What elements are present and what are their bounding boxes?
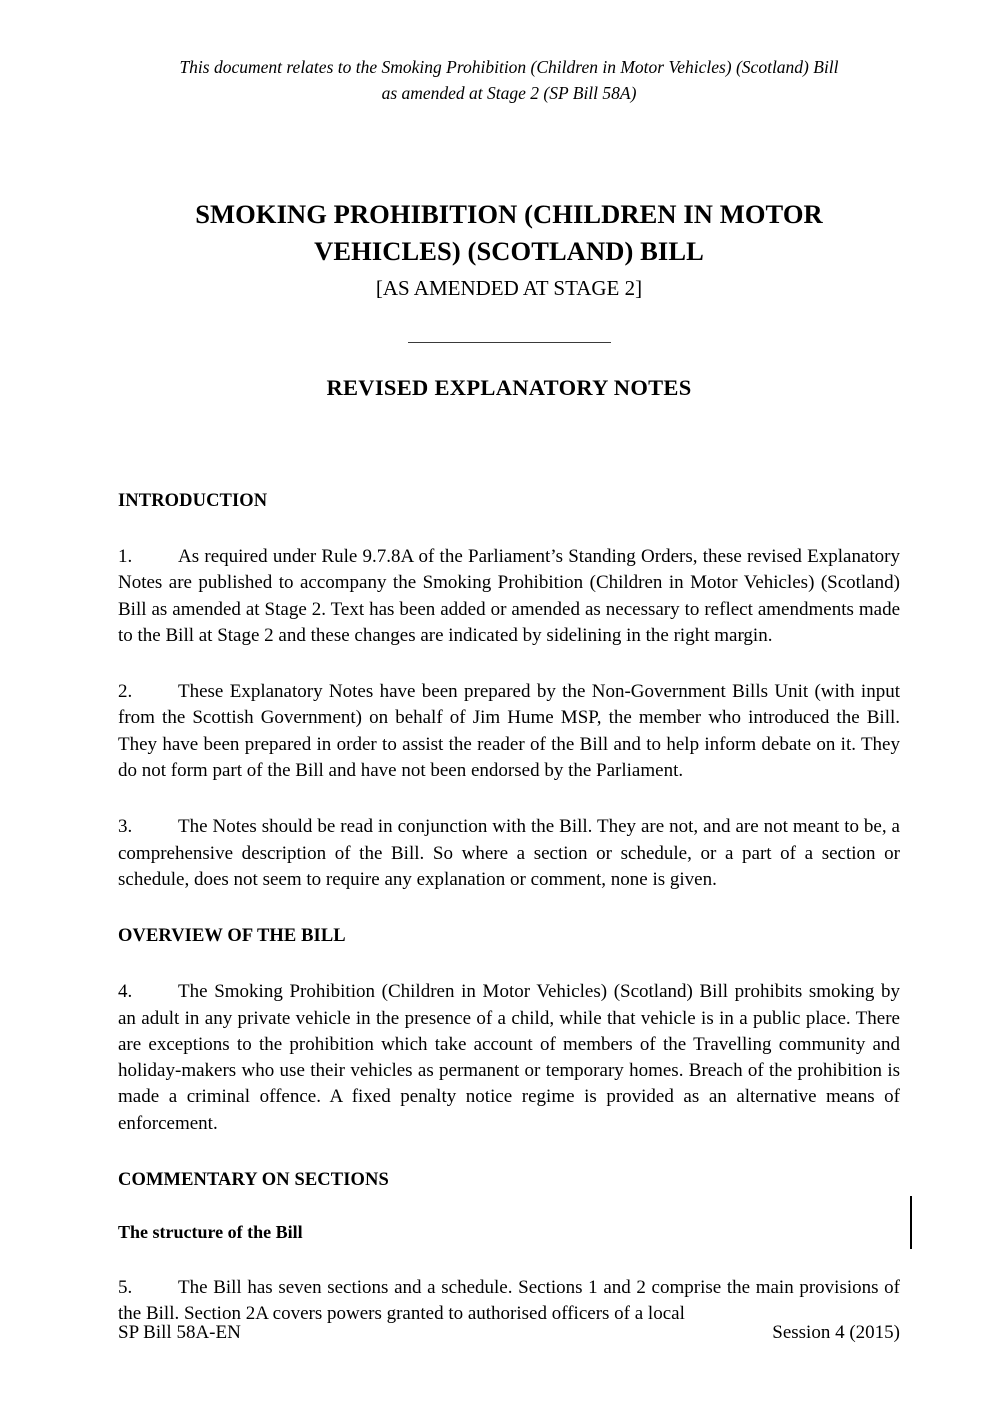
heading-overview-of-the-bill: OVERVIEW OF THE BILL [118,926,346,947]
spacer [118,514,900,544]
paragraph-1 [118,544,900,649]
bill-title-line-2: VEHICLES) (SCOTLAND) BILL [314,236,704,266]
horizontal-rule-divider [408,342,611,343]
title-block [118,196,900,303]
paragraph-1-text: As required under Rule 9.7.8A of the Parliament’s Standing Orders, these revised Explanatory Notes are published to accompany the Smoking Prohibition (Children in Motor Vehicles) (Scotland) Bill as amended at Stage 2. Text has been added or amended as necessary to reflect amendments made to the Bill at Stage 2 and these changes are indicated by sidelining in the right margin. [118,546,900,646]
spacer [118,893,900,923]
footer-bill-reference: SP Bill 58A-EN [118,1322,241,1343]
heading-the-structure-of-the-bill: The structure of the Bill [118,1222,303,1243]
paragraph-4-text: The Smoking Prohibition (Children in Motor Vehicles) (Scotland) Bill prohibits smoking by an adult in any private vehicle in the presence of a child, while that vehicle is in a public place. There are exceptions to the prohibition which take account of members of the Travelling community and holiday-makers who use their vehicles as permanent or temporary homes. Breach of the prohibition is made a criminal offence. A fixed penalty notice regime is provided as an alternative means of enforcement. [118,981,900,1134]
document-body [118,488,900,1328]
paragraph-2-number: 2. [118,681,133,703]
divider-wrapper [118,333,900,351]
spacer [118,784,900,814]
bill-title-line-1: SMOKING PROHIBITION (CHILDREN IN MOTOR [195,199,823,229]
spacer [118,649,900,679]
heading-introduction: INTRODUCTION [118,491,268,511]
paragraph-3-number: 3. [118,816,133,838]
paragraph-3 [118,814,900,893]
running-header [118,54,900,106]
paragraph-3-text: The Notes should be read in conjunction with the Bill. They are not, and are not meant to be, a comprehensive description of the Bill. So where a section or schedule, or a part of a section or schedule, does not seem to require any explanation or comment, none is given. [118,816,900,890]
heading-commentary-on-sections: COMMENTARY ON SECTIONS [118,1170,389,1191]
paragraph-4 [118,979,900,1137]
spacer [118,1193,900,1219]
bill-subtitle: [AS AMENDED AT STAGE 2] [375,276,643,300]
paragraph-2 [118,679,900,784]
paragraph-2-text: These Explanatory Notes have been prepared by the Non-Government Bills Unit (with input from the Scottish Government) on behalf of Jim Hume MSP, the member who introduced the Bill. They have been prepared in order to assist the reader of the Bill and to help inform debate on it. They do not form part of the Bill and have not been endorsed by the Parliament. [118,681,900,782]
footer-session: Session 4 (2015) [772,1322,900,1343]
paragraph-4-number: 4. [118,981,133,1003]
running-header-line-1: This document relates to the Smoking Prohibition (Children in Motor Vehicles) (Scotland) Bill [179,57,839,77]
page-footer [118,1320,900,1346]
paragraph-5-number: 5. [118,1277,133,1299]
paragraph-1-number: 1. [118,546,133,567]
running-header-line-2: as amended at Stage 2 (SP Bill 58A) [381,83,637,103]
paragraph-5-text: The Bill has seven sections and a schedule. Sections 1 and 2 comprise the main provisions of the Bill. Section 2A covers powers granted to authorised officers of a local [118,1277,900,1325]
page-title [118,196,900,270]
notes-title: REVISED EXPLANATORY NOTES [326,375,692,400]
spacer [118,949,900,979]
spacer [118,1245,900,1275]
spacer [118,1137,900,1167]
amendment-sideline-marker [910,1196,912,1249]
